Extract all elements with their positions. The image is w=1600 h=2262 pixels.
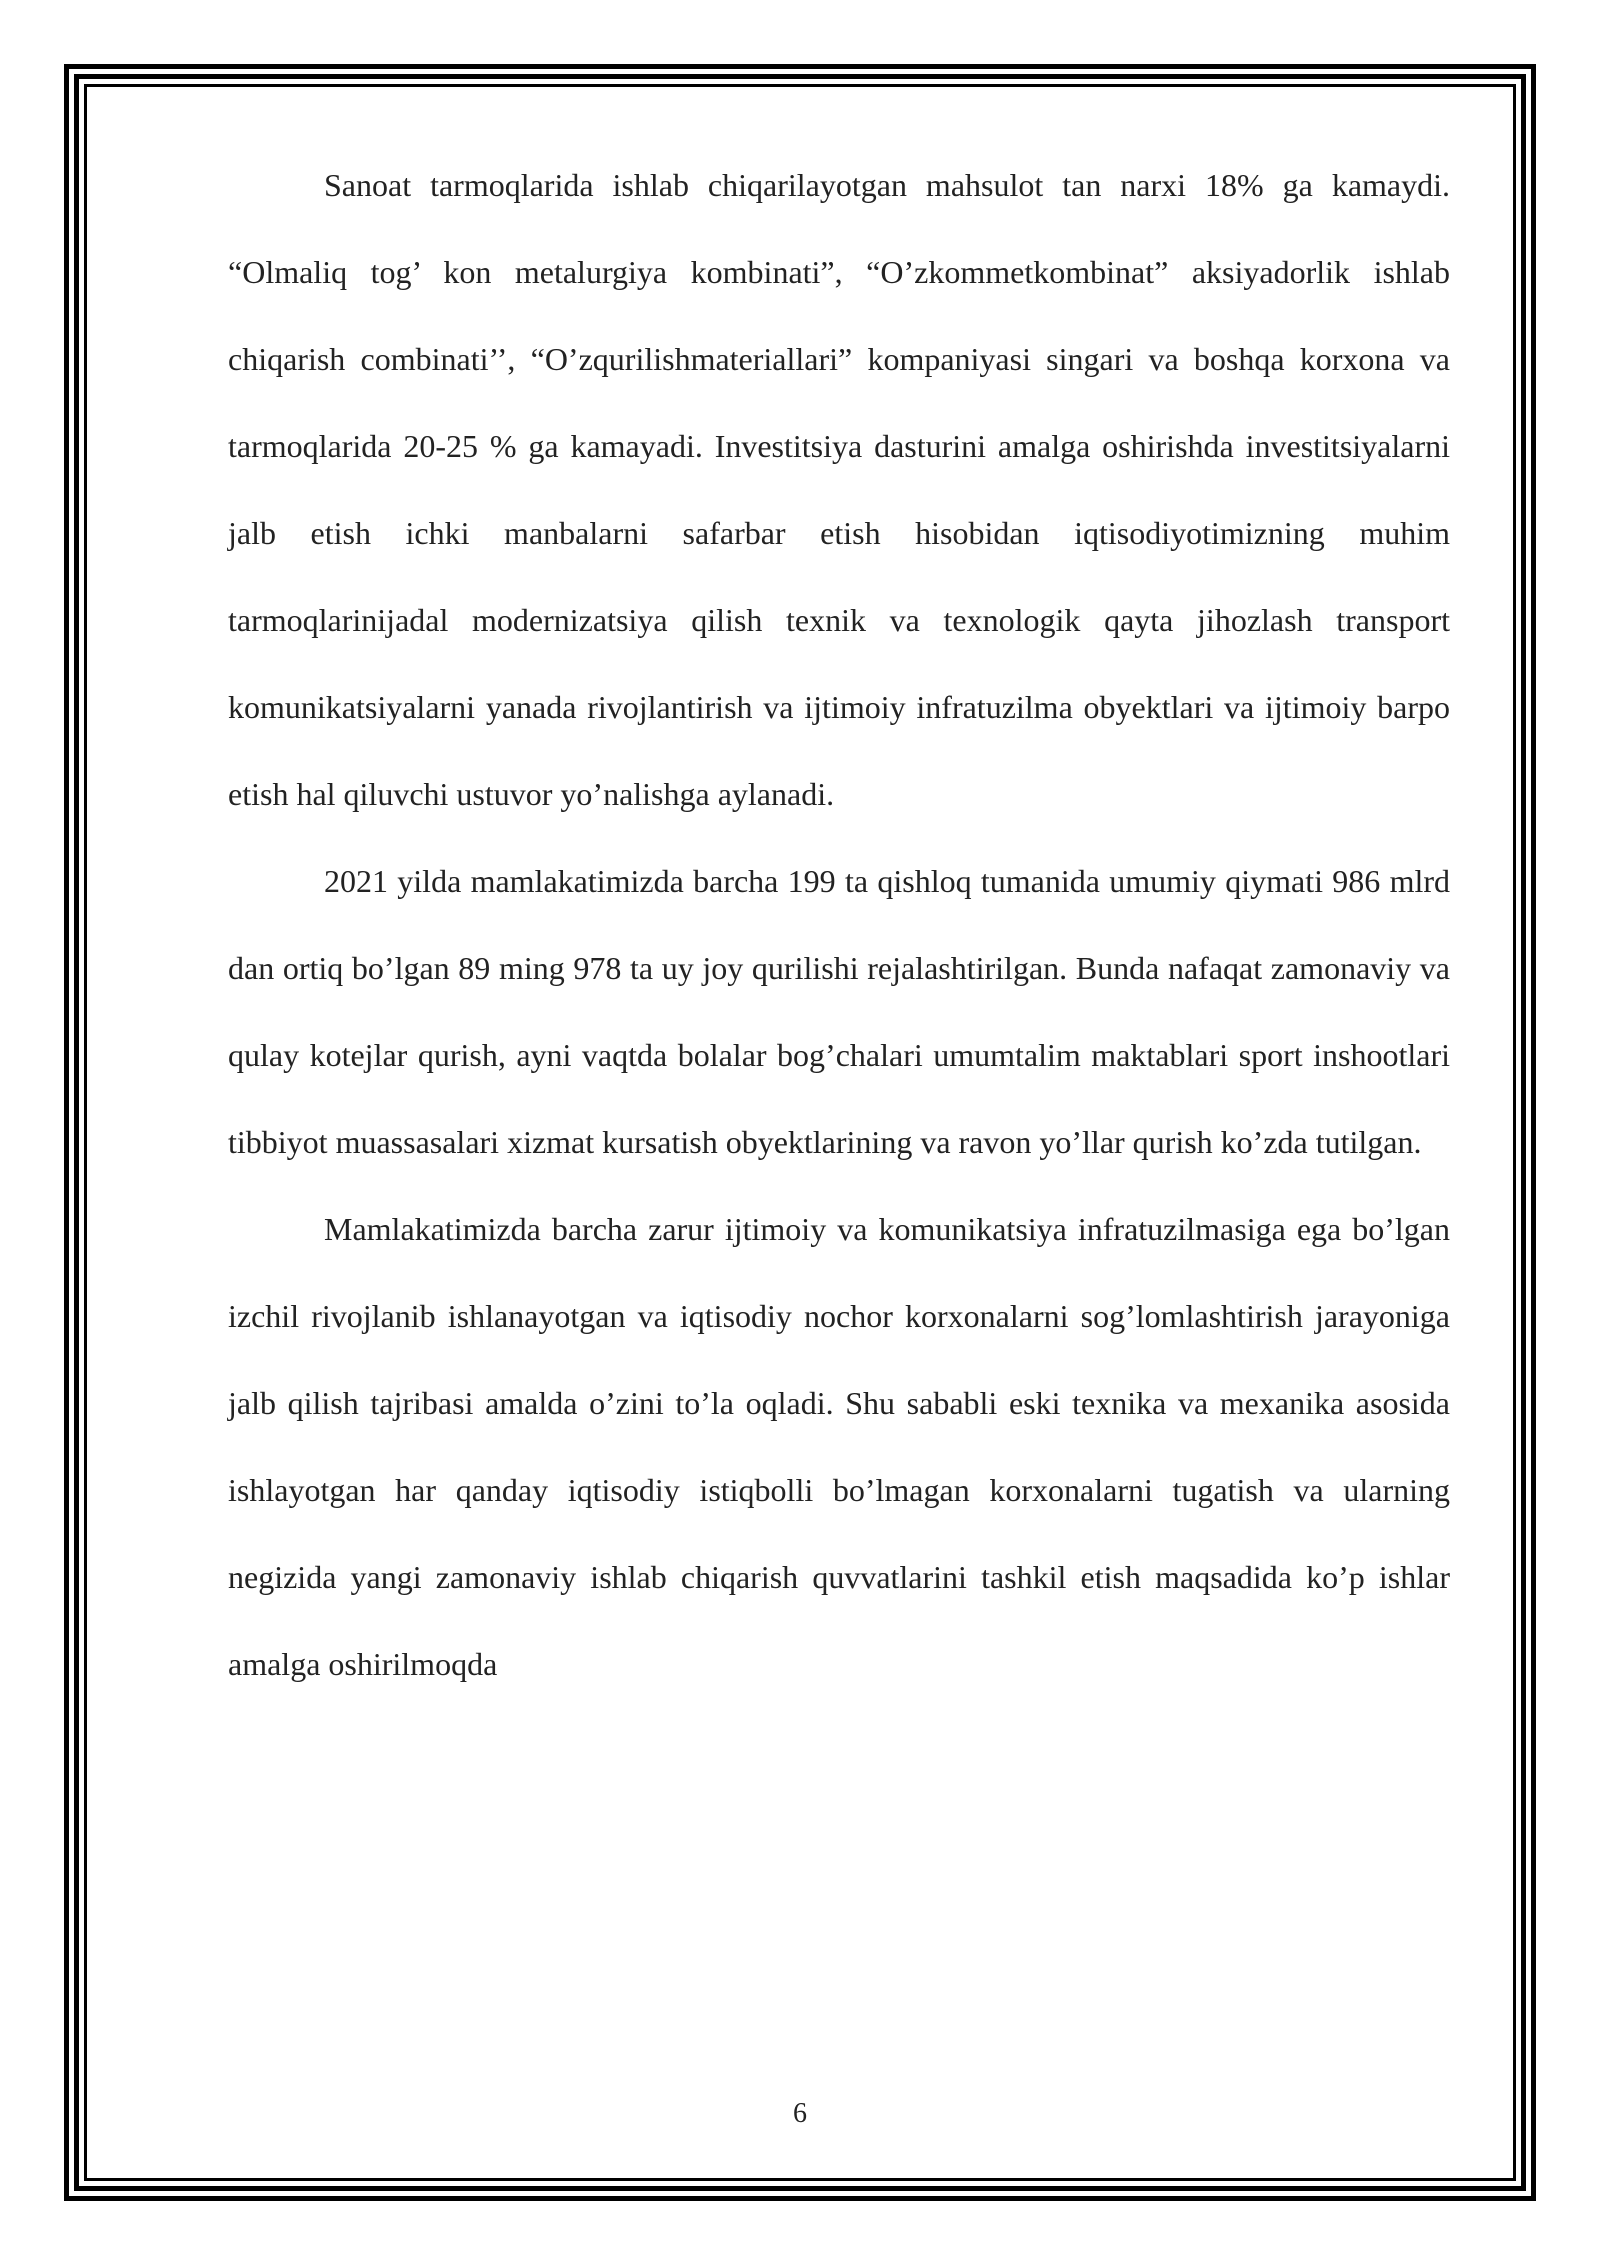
paragraph-3: Mamlakatimizda barcha zarur ijtimoiy va komunikatsiya infratuzilmasiga ega bo’lgan izchil rivojlanib ishlanayotgan va iqtisodiy nochor korxonalarni sog’lomlashtirish jarayoniga jalb qilish tajribasi amalda o’zini to’la oqladi. Shu sababli eski texnika va mexanika asosida ishlayotgan har qanday iqtisodiy istiqbolli bo’lmagan korxonalarni tugatish va ularning negizida yangi zamonaviy ishlab chiqarish quvvatlarini tashkil etish maqsadida ko’p ishlar amalga oshirilmoqda	[228, 1211, 1450, 1682]
page-number: 6	[793, 2098, 807, 2129]
paragraph-1: Sanoat tarmoqlarida ishlab chiqarilayotgan mahsulot tan narxi 18% ga kamaydi. “Olmaliq tog’ kon metalurgiya kombinati”, “O’zkommetkombinat” aksiyadorlik ishlab chiqarish combinati’’, “O’zqurilishmateriallari” kompaniyasi singari va boshqa korxona va tarmoqlarida 20-25 % ga kamayadi. Investitsiya dasturini amalga oshirishda investitsiyalarni jalb etish ichki manbalarni safarbar etish hisobidan iqtisodiyotimizning muhim tarmoqlarinijadal modernizatsiya qilish texnik va texnologik qayta jihozlash transport komunikatsiyalarni yanada rivojlantirish va ijtimoiy infratuzilma obyektlari va ijtimoiy barpo etish hal qiluvchi ustuvor yo’nalishga aylanadi.	[228, 167, 1450, 812]
document-body	[228, 142, 1450, 1708]
paragraph-2: 2021 yilda mamlakatimizda barcha 199 ta qishloq tumanida umumiy qiymati 986 mlrd dan ortiq bo’lgan 89 ming 978 ta uy joy qurilishi rejalashtirilgan. Bunda nafaqat zamonaviy va qulay kotejlar qurish, ayni vaqtda bolalar bog’chalari umumtalim maktablari sport inshootlari tibbiyot muassasalari xizmat kursatish obyektlarining va ravon yo’llar qurish ko’zda tutilgan.	[228, 863, 1450, 1160]
